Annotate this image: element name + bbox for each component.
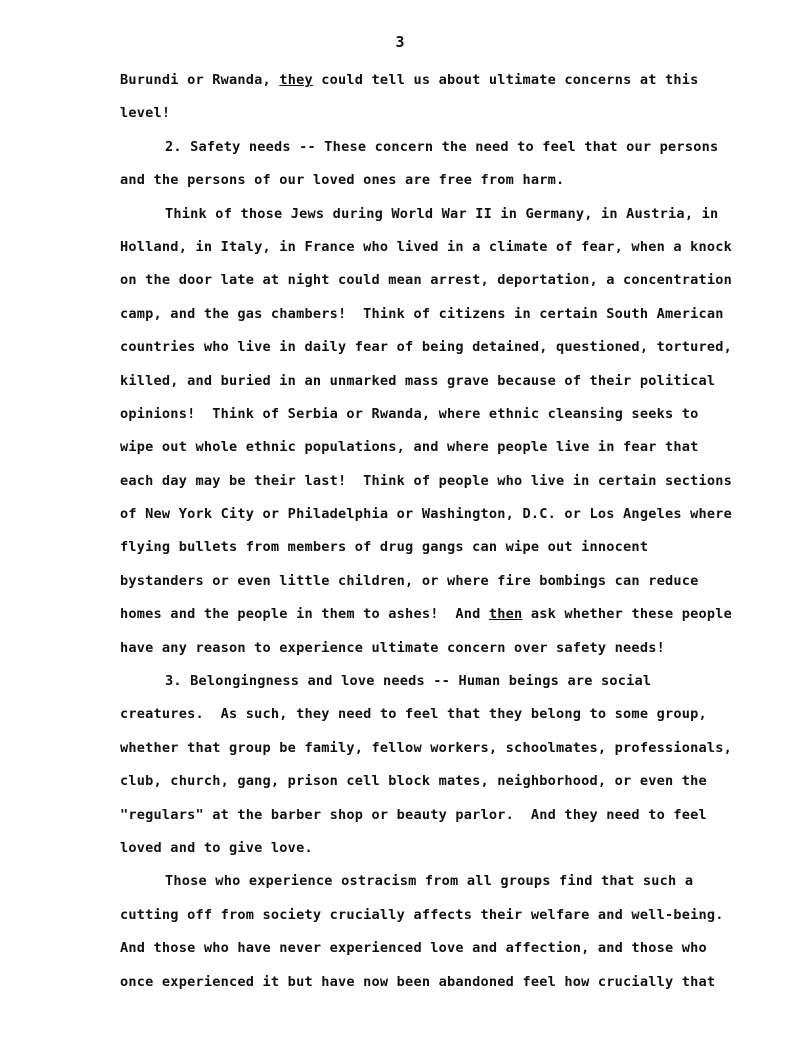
text-line: flying bullets from members of drug gangs can wipe out innocent <box>120 539 649 556</box>
text-line: and the persons of our loved ones are free from harm. <box>120 172 565 189</box>
text-line: opinions! Think of Serbia or Rwanda, where ethnic cleansing seeks to <box>120 405 699 422</box>
text-line: And those who have never experienced love and affection, and those who <box>120 940 707 957</box>
text-line: each day may be their last! Think of people who live in certain sections <box>120 472 733 489</box>
text-line: whether that group be family, fellow workers, schoolmates, professionals, <box>120 739 733 756</box>
text-line: of New York City or Philadelphia or Washington, D.C. or Los Angeles where <box>120 506 733 523</box>
underlined-word: then <box>488 606 523 623</box>
text-line: Holland, in Italy, in France who lived in a climate of fear, when a knock <box>120 238 733 255</box>
section-heading-safety-needs: 2. Safety needs -- These concern the need to feel that our persons <box>165 138 719 155</box>
text-line: once experienced it but have now been abandoned feel how crucially that <box>120 973 716 990</box>
text-line: have any reason to experience ultimate concern over safety needs! <box>120 639 665 656</box>
body-text <box>120 64 760 999</box>
text-line: level! <box>120 105 171 122</box>
text-line: cutting off from society crucially affects their welfare and well-being. <box>120 906 724 923</box>
text-line: killed, and buried in an unmarked mass grave because of their political <box>120 372 716 389</box>
text-line: camp, and the gas chambers! Think of citizens in certain South American <box>120 305 724 322</box>
text-line: club, church, gang, prison cell block mates, neighborhood, or even the <box>120 773 707 790</box>
text-line: bystanders or even little children, or where fire bombings can reduce <box>120 572 699 589</box>
text-line: homes and the people in them to ashes! And then ask whether these people <box>120 606 733 623</box>
paragraph-start: Think of those Jews during World War II in Germany, in Austria, in <box>165 205 719 222</box>
text-line: countries who live in daily fear of being detained, questioned, tortured, <box>120 339 733 356</box>
text-line: wipe out whole ethnic populations, and where people live in fear that <box>120 439 699 456</box>
text-line: "regulars" at the barber shop or beauty parlor. And they need to feel <box>120 806 707 823</box>
paragraph-start: Those who experience ostracism from all groups find that such a <box>165 873 694 890</box>
text-line: Burundi or Rwanda, they could tell us about ultimate concerns at this <box>120 72 699 88</box>
underlined-word: they <box>279 72 313 88</box>
page-number: 3 <box>395 33 405 51</box>
section-heading-belongingness: 3. Belongingness and love needs -- Human beings are social <box>165 673 652 690</box>
text-line: loved and to give love. <box>120 839 313 856</box>
text-line: creatures. As such, they need to feel that they belong to some group, <box>120 706 707 723</box>
text-line: on the door late at night could mean arrest, deportation, a concentration <box>120 272 733 289</box>
